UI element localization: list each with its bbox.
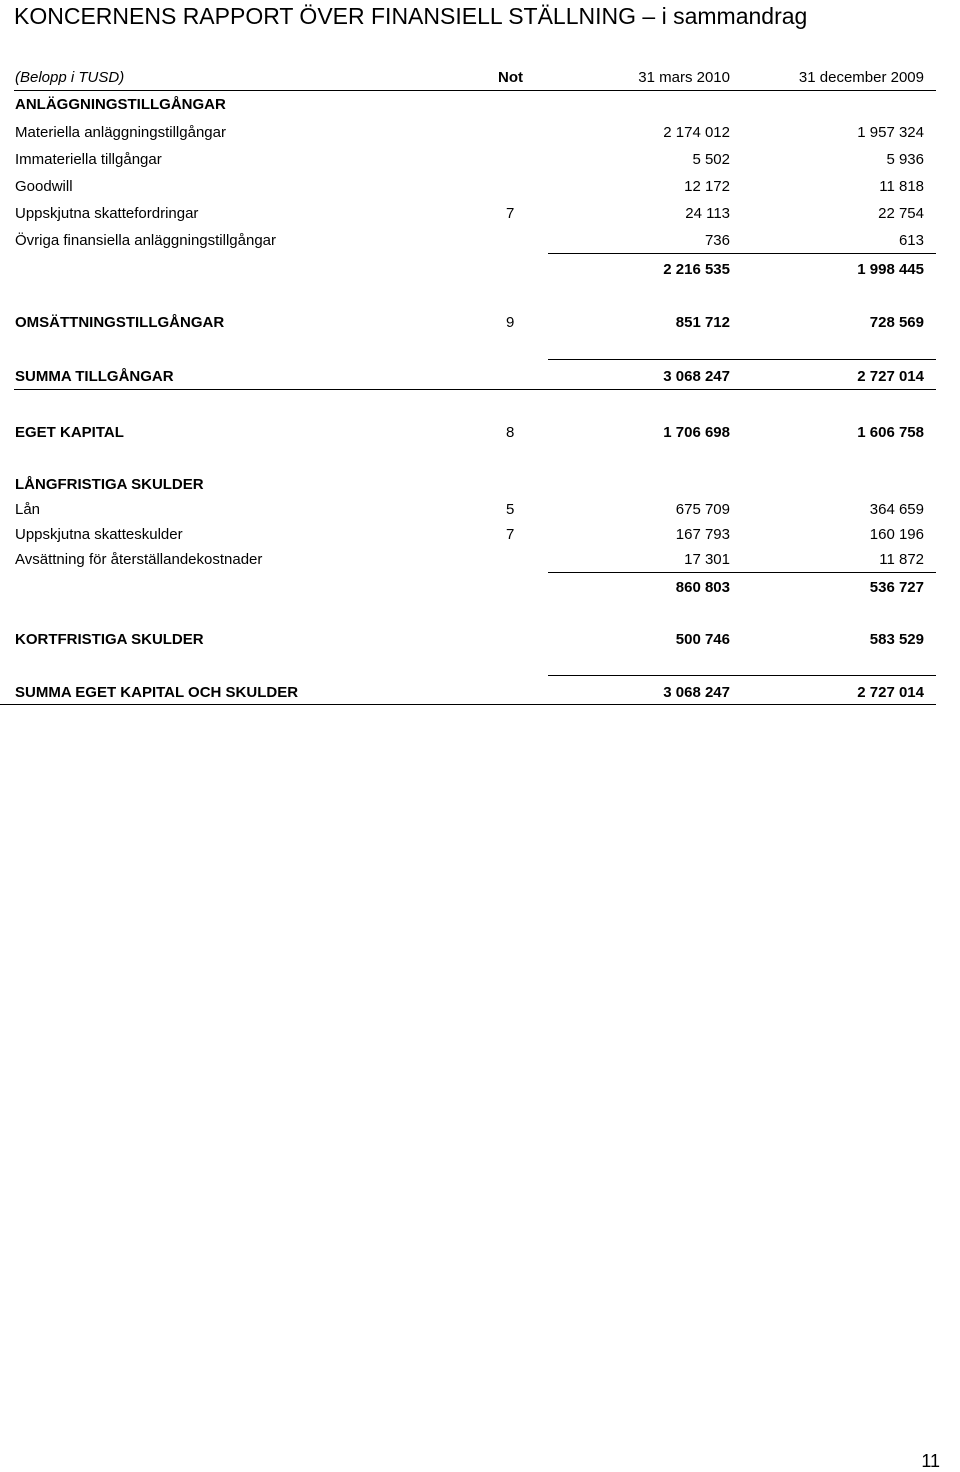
row-label: KORTFRISTIGA SKULDER [15,631,204,648]
subtotal-dec-2009: 536 727 [869,579,924,596]
row-value-mar-2010: 17 301 [684,551,730,568]
row-label: SUMMA EGET KAPITAL OCH SKULDER [15,684,299,701]
section-heading-label: ANLÄGGNINGSTILLGÅNGAR [15,96,226,113]
table-row [0,498,960,522]
row-value-mar-2010: 5 502 [692,151,730,168]
subtotal-row [0,576,960,600]
page-title: KONCERNENS RAPPORT ÖVER FINANSIELL STÄLLNING – i sammandrag [14,3,808,29]
subtotal-rule [548,572,936,573]
row-note: 5 [506,501,515,518]
section-heading-long-term-liabilities [0,473,960,497]
note-column-header: Not [498,69,523,86]
total-assets-row [0,365,960,389]
row-label: Lån [15,501,41,518]
row-label: Materiella anläggningstillgångar [15,124,226,141]
row-value-dec-2009: 11 872 [879,551,924,568]
row-value-mar-2010: 24 113 [685,205,730,222]
subtotal-mar-2010: 2 216 535 [663,261,730,278]
row-value-dec-2009: 583 529 [869,631,924,648]
row-label: Uppskjutna skatteskulder [15,526,183,543]
section-heading-label: LÅNGFRISTIGA SKULDER [15,476,204,493]
row-label: Övriga finansiella anläggningstillgångar [15,232,276,249]
row-value-dec-2009: 2 727 014 [857,684,924,701]
section-heading-non-current-assets [0,93,960,117]
row-note: 9 [506,314,515,331]
row-note: 7 [506,526,515,543]
row-value-mar-2010: 3 068 247 [663,368,730,385]
row-label: Goodwill [15,178,73,195]
row-label: Immateriella tillgångar [15,151,162,168]
total-assets-top-rule [548,359,936,360]
row-value-mar-2010: 167 793 [675,526,730,543]
row-value-dec-2009: 364 659 [869,501,924,518]
row-value-dec-2009: 160 196 [869,526,924,543]
row-value-dec-2009: 2 727 014 [857,368,924,385]
row-label: SUMMA TILLGÅNGAR [15,368,174,385]
col-dec-2009-header: 31 december 2009 [798,69,924,86]
row-value-dec-2009: 1 606 758 [857,424,924,441]
table-row [0,229,960,253]
table-row [0,202,960,226]
table-row [0,121,960,145]
grand-total-bottom-rule [0,704,936,705]
grand-total-top-rule [548,675,936,676]
row-value-mar-2010: 3 068 247 [663,684,730,701]
row-value-dec-2009: 1 957 324 [857,124,924,141]
row-value-dec-2009: 728 569 [869,314,924,331]
row-note: 7 [506,205,515,222]
row-label: EGET KAPITAL [15,424,124,441]
row-value-mar-2010: 675 709 [675,501,730,518]
subtotal-row [0,258,960,282]
row-value-dec-2009: 613 [898,232,924,249]
equity-row [0,421,960,445]
header-rule [14,90,936,91]
row-note: 8 [506,424,515,441]
table-row [0,175,960,199]
table-header [0,66,960,90]
row-value-mar-2010: 2 174 012 [663,124,730,141]
short-term-liabilities-row [0,628,960,652]
row-label: Avsättning för återställandekostnader [15,551,263,568]
col-mar-2010-header: 31 mars 2010 [638,69,730,86]
page-number: 11 [921,1451,940,1471]
row-label: Uppskjutna skattefordringar [15,205,199,222]
amount-unit-label: (Belopp i TUSD) [15,69,125,86]
total-equity-liabilities-row [0,681,960,705]
subtotal-rule [548,253,936,254]
subtotal-dec-2009: 1 998 445 [857,261,924,278]
total-assets-bottom-rule [14,389,936,390]
row-value-mar-2010: 1 706 698 [663,424,730,441]
current-assets-row [0,311,960,335]
row-value-mar-2010: 500 746 [675,631,730,648]
table-row [0,548,960,572]
row-value-mar-2010: 736 [704,232,730,249]
row-label: OMSÄTTNINGSTILLGÅNGAR [15,314,225,331]
row-value-dec-2009: 22 754 [878,205,924,222]
row-value-mar-2010: 12 172 [684,178,730,195]
row-value-mar-2010: 851 712 [675,314,730,331]
row-value-dec-2009: 5 936 [886,151,924,168]
row-value-dec-2009: 11 818 [879,178,924,195]
subtotal-mar-2010: 860 803 [675,579,730,596]
table-row [0,148,960,172]
table-row [0,523,960,547]
